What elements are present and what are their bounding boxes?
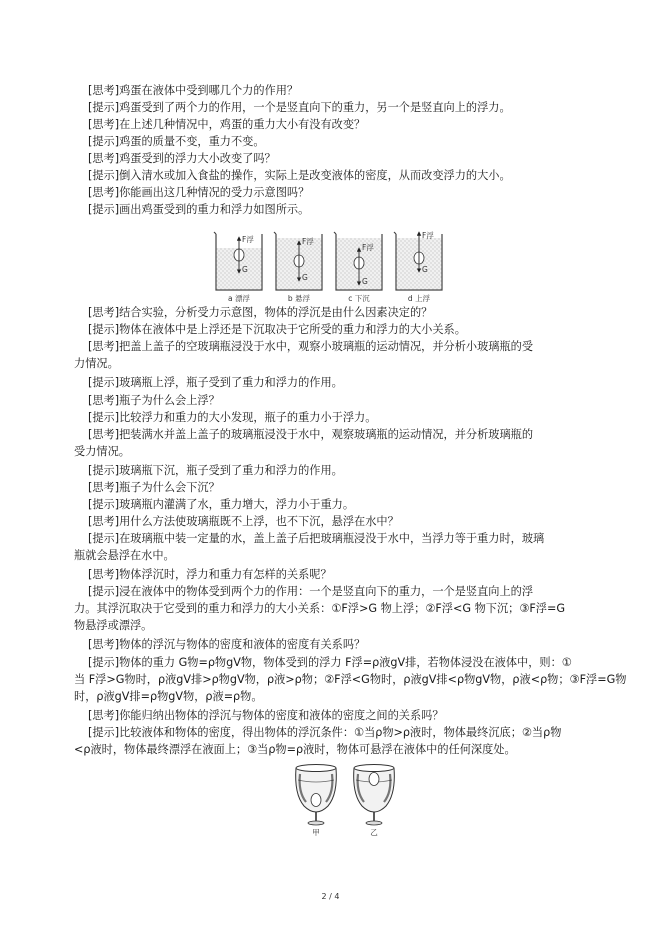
text-line: [提示]比较浮力和重力的大小发现，瓶子的重力小于浮力。 bbox=[88, 411, 377, 424]
caption-b: b 悬浮 bbox=[287, 294, 311, 303]
text-line: [思考]在上述几种情况中，鸡蛋的重力大小有没有改变？ bbox=[88, 118, 366, 131]
text-line: 力。其浮沉取决于它受到的重力和浮力的大小关系：①F浮>G 物上浮；②F浮<G 物下沉；③F浮=G bbox=[74, 602, 566, 615]
text-line: [思考]瓶子为什么会上浮？ bbox=[88, 394, 220, 407]
force-label-buoyancy: F浮 bbox=[302, 237, 314, 246]
text-line: [思考]把盖上盖子的空玻璃瓶浸没于水中，观察小玻璃瓶的运动情况，并分析小玻璃瓶的受 bbox=[88, 340, 534, 353]
text-line: [思考]你能归纳出物体的浮沉与物体的密度和液体的密度之间的关系吗？ bbox=[88, 709, 444, 722]
text-line: [思考]鸡蛋受到的浮力大小改变了吗？ bbox=[88, 152, 276, 165]
caption-yi: 乙 bbox=[370, 828, 378, 837]
text-line: [提示]浸在液体中的物体受到两个力的作用：一个是竖直向下的重力，一个是竖直向上的浮 bbox=[88, 585, 534, 598]
text-line: [思考]物体浮沉时，浮力和重力有怎样的关系呢？ bbox=[88, 568, 332, 581]
text-line: 瓶就会悬浮在水中。 bbox=[74, 549, 175, 562]
beaker-b-suspended bbox=[274, 232, 322, 303]
text-line: [提示]比较液体和物体的密度，得出物体的浮沉条件：①当ρ物>ρ液时，物体最终沉底；②当ρ物 bbox=[88, 726, 562, 739]
text-line: [思考]鸡蛋在液体中受到哪几个力的作用？ bbox=[88, 84, 299, 97]
text-line: [提示]鸡蛋的质量不变，重力不变。 bbox=[88, 135, 265, 148]
text-line: [思考]用什么方法使玻璃瓶既不上浮，也不下沉，悬浮在水中？ bbox=[88, 515, 399, 528]
glass-jia bbox=[296, 765, 337, 838]
glass-yi bbox=[354, 765, 395, 838]
text-line: [提示]玻璃瓶上浮，瓶子受到了重力和浮力的作用。 bbox=[88, 376, 343, 389]
text-line: [提示]鸡蛋受到了两个力的作用，一个是竖直向下的重力，另一个是竖直向上的浮力。 bbox=[88, 101, 511, 114]
force-label-buoyancy: F浮 bbox=[422, 231, 434, 240]
text-line: 受力情况。 bbox=[74, 445, 130, 458]
text-line: 当 F浮>G物时，ρ液gV排>ρ物gV物，ρ液>ρ物；②F浮<G物时，ρ液gV排<ρ物gV物，ρ液<ρ物；③F浮=G物 bbox=[74, 673, 627, 686]
text-line: [提示]玻璃瓶下沉，瓶子受到了重力和浮力的作用。 bbox=[88, 464, 343, 477]
text-line: [提示]物体的重力 G物=ρ物gV物，物体受到的浮力 F浮=ρ液gV排，若物体浸没在液体中，则：① bbox=[88, 656, 572, 669]
caption-d: d 上浮 bbox=[407, 294, 431, 303]
force-label-buoyancy: F浮 bbox=[242, 235, 254, 244]
text-line: 力情况。 bbox=[74, 357, 119, 370]
text-line: 时，ρ液gV排=ρ物gV物，ρ液=ρ物。 bbox=[74, 690, 263, 703]
text-line: [提示]倒入清水或加入食盐的操作，实际上是改变液体的密度，从而改变浮力的大小。 bbox=[88, 169, 511, 182]
text-line: [提示]物体在液体中是上浮还是下沉取决于它所受的重力和浮力的大小关系。 bbox=[88, 323, 466, 336]
text-line: [思考]把装满水并盖上盖子的玻璃瓶浸没于水中，观察玻璃瓶的运动情况，并分析玻璃瓶的 bbox=[88, 428, 534, 441]
beaker-d-rising bbox=[394, 230, 442, 303]
text-line: <ρ液时，物体最终漂浮在液面上；③当ρ物=ρ液时，物体可悬浮在液体中的任何深度处。 bbox=[74, 743, 516, 756]
text-line: 物悬浮或漂浮。 bbox=[74, 619, 153, 632]
force-label-gravity: G bbox=[362, 277, 368, 286]
text-line: [思考]物体的浮沉与物体的密度和液体的密度有关系吗？ bbox=[88, 638, 366, 651]
force-label-gravity: G bbox=[302, 273, 308, 282]
text-line: [思考]结合实验，分析受力示意图，物体的浮沉是由什么因素决定的？ bbox=[88, 306, 433, 319]
force-label-buoyancy: F浮 bbox=[362, 243, 374, 252]
egg-glass-figure bbox=[290, 760, 400, 838]
caption-a: a 漂浮 bbox=[228, 294, 250, 303]
text-line: [提示]玻璃瓶内灌满了水，重力增大，浮力小于重力。 bbox=[88, 498, 355, 511]
force-label-gravity: G bbox=[422, 265, 428, 274]
text-line: [思考]瓶子为什么会下沉？ bbox=[88, 481, 220, 494]
page-number: 2 / 4 bbox=[321, 892, 340, 901]
text-line: [提示]画出鸡蛋受到的重力和浮力如图所示。 bbox=[88, 203, 310, 216]
beaker-c-sinking bbox=[334, 232, 382, 303]
text-line: [思考]你能画出这几种情况的受力示意图吗？ bbox=[88, 186, 310, 199]
force-label-gravity: G bbox=[242, 265, 248, 274]
beaker-a-floating bbox=[214, 232, 262, 303]
caption-c: c 下沉 bbox=[348, 294, 370, 303]
text-line: [提示]在玻璃瓶中装一定量的水，盖上盖子后把玻璃瓶浸没于水中，当浮力等于重力时，玻璃 bbox=[88, 532, 545, 545]
caption-jia: 甲 bbox=[312, 828, 320, 837]
beaker-force-diagram bbox=[212, 228, 444, 304]
